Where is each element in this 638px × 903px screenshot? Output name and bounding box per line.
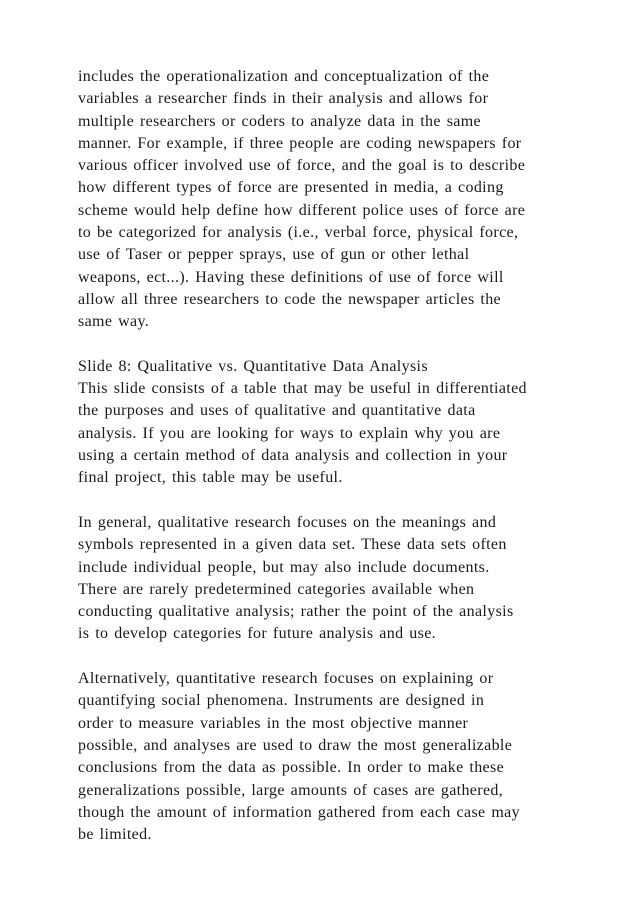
text-line: conclusions from the data as possible. In order to make these <box>78 759 505 777</box>
section-heading: Slide 8: Qualitative vs. Quantitative Data Analysis <box>78 357 428 375</box>
text-line: conducting qualitative analysis; rather the point of the analysis <box>78 603 514 621</box>
paragraph-gap <box>78 334 578 356</box>
text-line: order to measure variables in the most objective manner <box>78 714 469 732</box>
text-line: be limited. <box>78 826 152 844</box>
text-line: allow all three researchers to code the newspaper articles the <box>78 290 502 308</box>
text-line: generalizations possible, large amounts of cases are gathered, <box>78 781 504 799</box>
text-line: quantifying social phenomena. Instruments are designed in <box>78 692 485 710</box>
text-line: how different types of force are presented in media, a coding <box>78 179 504 197</box>
paragraph-gap <box>78 646 578 668</box>
paragraph-intro <box>78 66 578 334</box>
paragraph-gap <box>78 490 578 512</box>
paragraph-slide-8 <box>78 356 578 490</box>
paragraph-quantitative <box>78 668 578 846</box>
text-line: In general, qualitative research focuses on the meanings and <box>78 513 497 531</box>
text-line: using a certain method of data analysis and collection in your <box>78 447 508 465</box>
text-line: manner. For example, if three people are coding newspapers for <box>78 134 522 152</box>
text-line: same way. <box>78 313 150 331</box>
text-line: possible, and analyses are used to draw the most generalizable <box>78 736 513 754</box>
text-line: various officer involved use of force, and the goal is to describe <box>78 157 526 175</box>
text-line: to be categorized for analysis (i.e., verbal force, physical force, <box>78 224 519 242</box>
text-line: include individual people, but may also include documents. <box>78 558 490 576</box>
text-line: weapons, ect...). Having these definitions of use of force will <box>78 268 504 286</box>
text-line: the purposes and uses of qualitative and quantitative data <box>78 402 476 420</box>
text-line: though the amount of information gathered from each case may <box>78 803 520 821</box>
text-line: final project, this table may be useful. <box>78 469 343 487</box>
text-line: analysis. If you are looking for ways to explain why you are <box>78 424 501 442</box>
text-line: Alternatively, quantitative research focuses on explaining or <box>78 670 494 688</box>
text-line: There are rarely predetermined categories available when <box>78 580 475 598</box>
text-line: multiple researchers or coders to analyze data in the same <box>78 112 481 130</box>
text-line: use of Taser or pepper sprays, use of gun or other lethal <box>78 246 470 264</box>
text-line: includes the operationalization and conceptualization of the <box>78 68 490 85</box>
document-body <box>78 66 578 846</box>
text-line: variables a researcher finds in their analysis and allows for <box>78 90 489 108</box>
text-line: This slide consists of a table that may be useful in differentiated <box>78 380 527 398</box>
text-line: is to develop categories for future analysis and use. <box>78 625 437 643</box>
text-line: scheme would help define how different police uses of force are <box>78 201 526 219</box>
paragraph-qualitative <box>78 512 578 646</box>
text-line: symbols represented in a given data set. These data sets often <box>78 536 507 554</box>
